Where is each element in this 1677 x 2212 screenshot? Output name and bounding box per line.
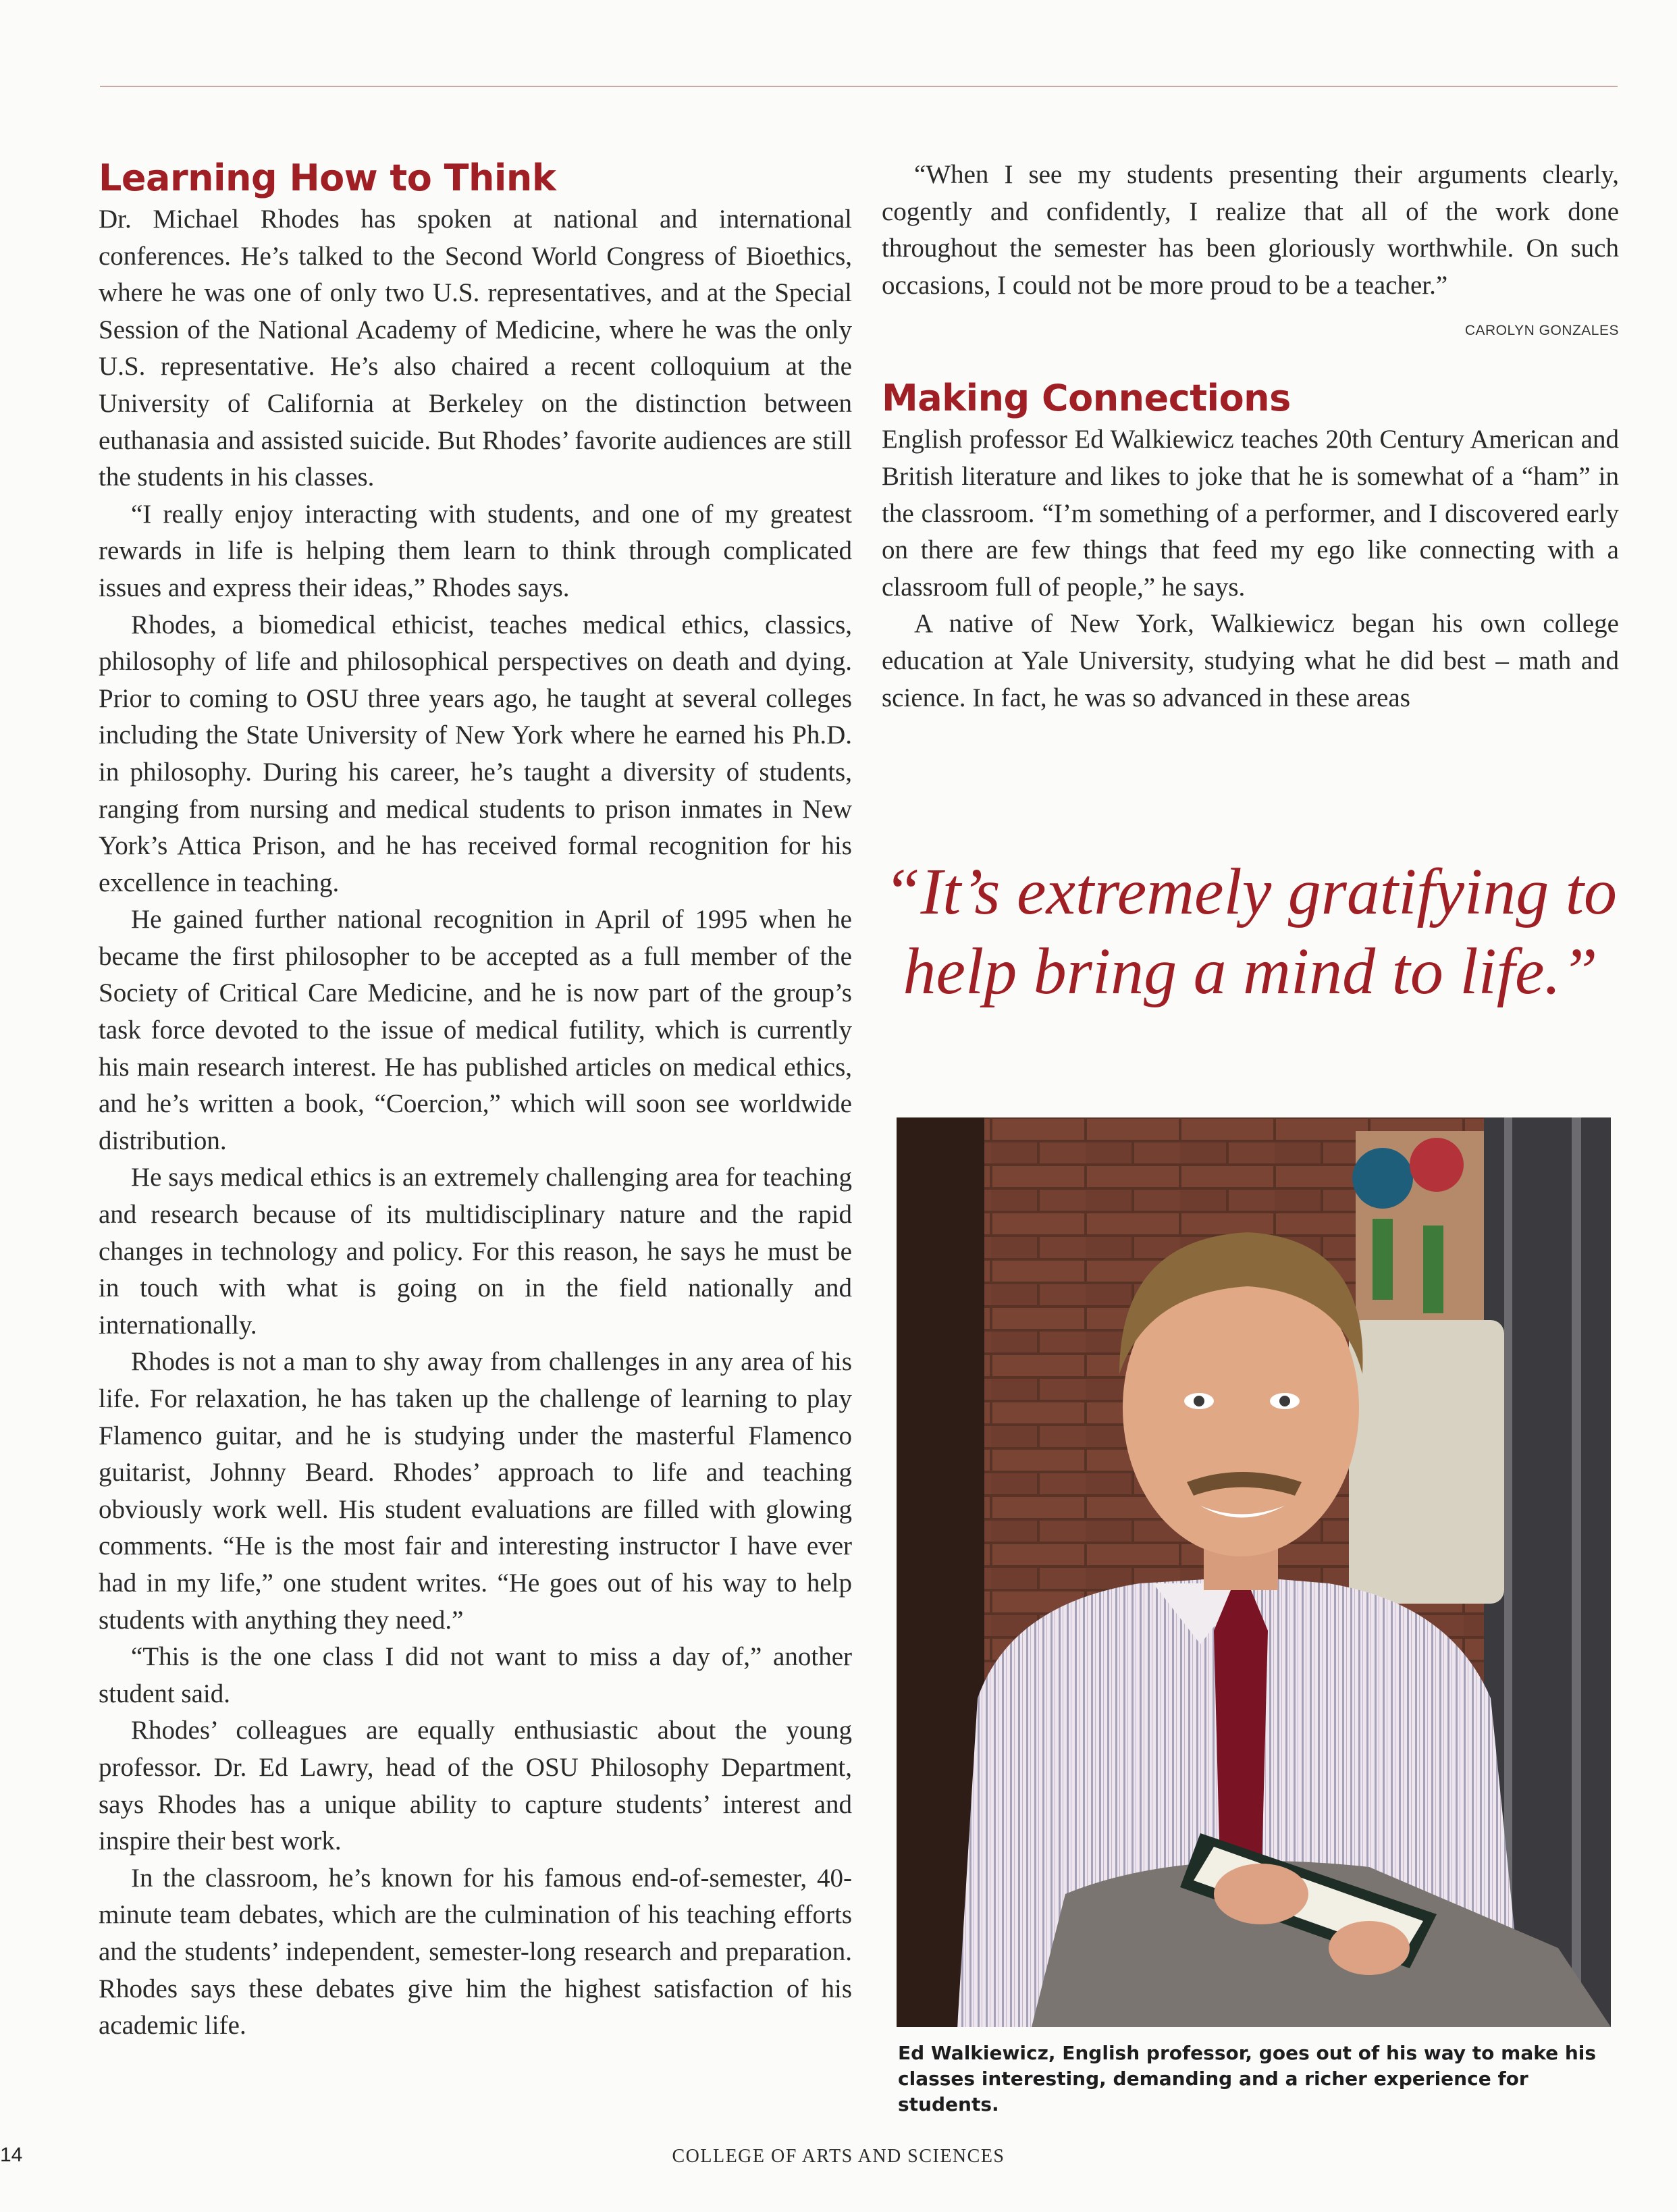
pull-quote: “It’s extremely gratifying to help bring a mind to life.”: [884, 855, 1617, 1008]
professor-photo: [897, 1117, 1611, 2027]
footer-text: COLLEGE OF ARTS AND SCIENCES: [672, 2146, 1005, 2167]
left-paragraph-7: “This is the one class I did not want to miss a day of,” another student said.: [99, 1642, 852, 1708]
page-number: 14: [0, 2144, 23, 2166]
left-paragraph-6: Rhodes is not a man to shy away from challenges in any area of his life. For relaxation, he has taken up the challenge of learning to play Flamenco guitar, and he is studying under the masterful Flamenco guitarist, Johnny Beard. Rhodes’ approach to life and teaching obviously work well. His student evaluations are filled with glowing comments. “He is the most fair and interesting instructor I have ever had in my life,” one student writes. “He goes out of his way to help students with anything they need.”: [99, 1347, 852, 1635]
left-paragraph-2: “I really enjoy interacting with students, and one of my greatest rewards in life is helping them learn to think through complicated issues and express their ideas,” Rhodes says.: [99, 499, 852, 602]
heading-making-connections: Making Connections: [882, 377, 1291, 420]
left-paragraph-1: Dr. Michael Rhodes has spoken at national and international conferences. He’s talked to the Second World Congress of Bioethics, where he was one of only two U.S. representatives, and at the Special Session of the National Academy of Medicine, where he was the only U.S. representative. He’s also chaired a recent colloquium at the University of California at Berkeley on the distinction between euthanasia and assisted suicide. But Rhodes’ favorite audiences are still the students in his classes.: [99, 205, 852, 492]
portrait-illustration: [897, 1117, 1611, 2027]
top-rule: [100, 86, 1618, 87]
photo-caption: Ed Walkiewicz, English professor, goes out of his way to make his classes interesting, demanding and a richer experience for students.: [898, 2042, 1597, 2115]
continued-quote: “When I see my students presenting their arguments clearly, cogently and confidently, I realize that all of the work done throughout the semester has been gloriously worthwhile. On such occasions, I could not be more proud to be a teacher.”: [882, 160, 1619, 300]
left-paragraph-4: He gained further national recognition in April of 1995 when he became the first philosopher to be accepted as a full member of the Society of Critical Care Medicine, and he is now part of the group’s task force devoted to the issue of medical futility, which is currently his main research interest. He has published articles on medical ethics, and he’s written a book, “Coercion,” which will soon see worldwide distribution.: [99, 905, 852, 1155]
right-column: [882, 157, 1619, 716]
left-paragraph-3: Rhodes, a biomedical ethicist, teaches medical ethics, classics, philosophy of life and philosophical perspectives on death and dying. Prior to coming to OSU three years ago, he taught at several colleges including the State University of New York where he earned his Ph.D. in philosophy. During his career, he’s taught a diversity of students, ranging from nursing and medical students to prison inmates in New York’s Attica Prison, and he has received formal recognition for his excellence in teaching.: [99, 610, 852, 897]
left-paragraph-9: In the classroom, he’s known for his famous end-of-semester, 40-minute team debates, which are the culmination of his teaching efforts and the students’ independent, semester-long research and preparation. Rhodes says these debates give him the highest satisfaction of his academic life.: [99, 1863, 852, 2040]
left-paragraph-8: Rhodes’ colleagues are equally enthusiastic about the young professor. Dr. Ed Lawry, head of the OSU Philosophy Department, says Rhodes has a unique ability to capture students’ interest and inspire their best work.: [99, 1716, 852, 1856]
left-paragraph-5: He says medical ethics is an extremely challenging area for teaching and research because of its multidisciplinary nature and the rapid changes in technology and policy. For this reason, he says he must be in touch with what is going on in the field nationally and internationally.: [99, 1163, 852, 1340]
right-paragraph-2: A native of New York, Walkiewicz began his own college education at Yale University, studying what he did best – math and science. In fact, he was so advanced in these areas: [882, 609, 1619, 712]
right-paragraph-1: English professor Ed Walkiewicz teaches 20th Century American and British literature and likes to joke that he is somewhat of a “ham” in the classroom. “I’m something of a performer, and I discovered early on there are few things that feed my ego like connecting with a classroom full of people,” he says.: [882, 425, 1619, 602]
author-credit: CAROLYN GONZALES: [1464, 323, 1619, 339]
left-column: [99, 157, 852, 2045]
heading-learning-how-to-think: Learning How to Think: [99, 157, 556, 199]
